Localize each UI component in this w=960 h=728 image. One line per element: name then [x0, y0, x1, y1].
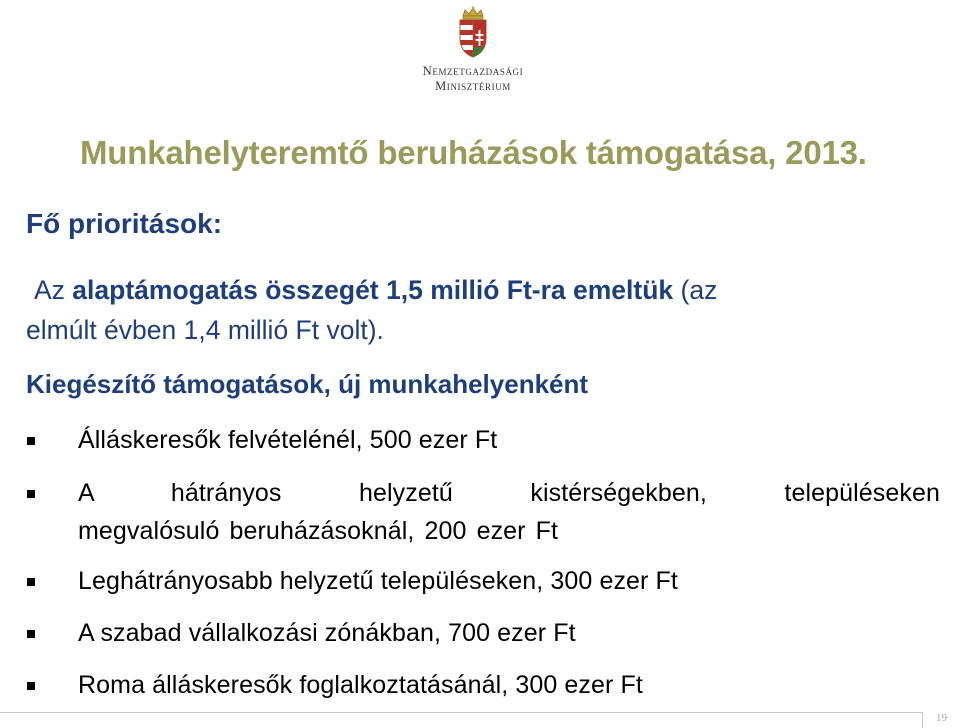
- page-number: 19: [936, 712, 947, 724]
- paragraph-line2: elmúlt évben 1,4 millió Ft volt).: [26, 315, 384, 345]
- paragraph-part3: (az: [673, 275, 718, 305]
- bullet-square-icon: [27, 437, 35, 445]
- paragraph-bold-part: alaptámogatás összegét 1,5 millió Ft-ra emeltük: [72, 275, 674, 305]
- bullet-square-icon: [27, 490, 35, 498]
- bullet-square-icon: [27, 630, 35, 638]
- bullet-square-icon: [27, 578, 35, 586]
- supplementary-support-heading: Kiegészítő támogatások, új munkahelyenként: [26, 369, 589, 399]
- slide-title: Munkahelyteremtő beruházások támogatása, 2013.: [80, 134, 867, 171]
- paragraph-part1: Az: [34, 275, 73, 305]
- ministry-name-line1: Nemzetgazdasági: [422, 64, 524, 78]
- list-item: A szabad vállalkozási zónákban, 700 ezer Ft: [78, 619, 576, 647]
- list-item: Roma álláskeresők foglalkoztatásánál, 300 ezer Ft: [78, 671, 643, 699]
- footer-divider: [0, 712, 922, 713]
- priorities-heading: Fő prioritások:: [26, 208, 223, 239]
- footer-divider-vertical: [922, 712, 923, 728]
- list-item: Álláskeresők felvételénél, 500 ezer Ft: [78, 426, 498, 454]
- list-item: A hátrányos helyzetű kistérségekben, településeken: [78, 479, 940, 507]
- list-item: Leghátrányosabb helyzetű településeken, 300 ezer Ft: [78, 567, 678, 595]
- bullet-square-icon: [27, 682, 35, 690]
- list-item-continuation: megvalósuló beruházásoknál, 200 ezer Ft: [78, 517, 559, 545]
- ministry-name-line2: Minisztérium: [435, 79, 511, 93]
